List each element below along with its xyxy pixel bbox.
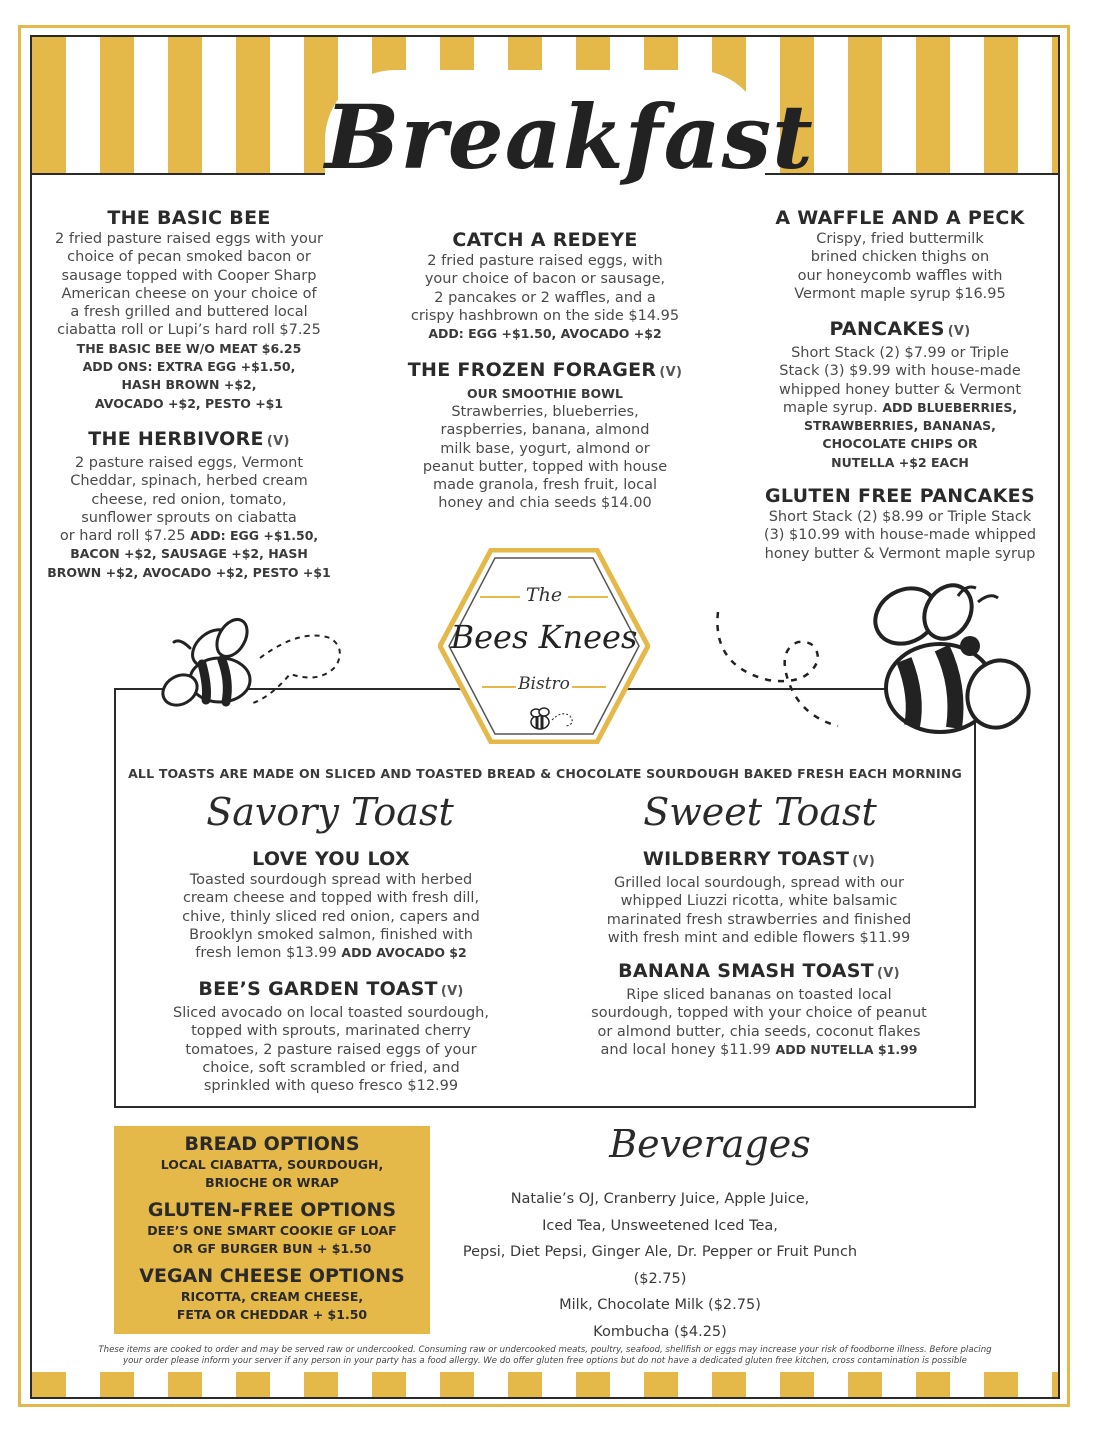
- desc-line: sprinkled with queso fresco $12.99: [203, 1078, 459, 1095]
- desc-line: a fresh grilled and buttered local: [70, 304, 308, 321]
- addon-line: AVOCADO +$2, PESTO +$1: [94, 395, 284, 411]
- desc-line: marinated fresh strawberries and finished: [606, 911, 912, 928]
- addon-line: NUTELLA +$2 EACH: [831, 454, 969, 470]
- item-catch-a-redeye: [392, 228, 698, 343]
- desc-line: 2 pancakes or 2 waffles, and a: [434, 289, 656, 306]
- desc-line: Cheddar, spinach, herbed cream: [70, 473, 308, 490]
- item-name: [748, 317, 1052, 344]
- addon-line: CHOCOLATE CHIPS OR: [822, 436, 978, 452]
- item-name: LOVE YOU LOX: [252, 848, 410, 870]
- desc-line: whipped honey butter & Vermont: [778, 381, 1022, 398]
- toast-note: ALL TOASTS ARE MADE ON SLICED AND TOASTED BREAD & CHOCOLATE SOURDOUGH BAKED FRESH EACH MORNING: [128, 766, 962, 781]
- desc-line: peanut butter, topped with house: [422, 458, 668, 475]
- addon-line: HASH BROWN +$2,: [121, 377, 257, 393]
- desc-line: Crispy, fried buttermilk: [816, 231, 984, 247]
- item-gluten-free-pancakes: [738, 484, 1062, 563]
- desc-line: brined chicken thighs on: [810, 249, 990, 266]
- vegan-cheese-options-line: RICOTTA, CREAM CHEESE,: [180, 1289, 364, 1304]
- item-addons: [392, 325, 698, 343]
- desc-line: Short Stack (2) $7.99 or Triple: [791, 345, 1009, 361]
- item-name-text: BEE’S GARDEN TOAST: [198, 978, 438, 1000]
- bees-knees-logo: [438, 548, 650, 744]
- item-name: A WAFFLE AND A PECK: [775, 207, 1025, 229]
- desc-line: honey and chia seeds $14.00: [438, 495, 652, 512]
- item-name: [38, 427, 340, 454]
- desc-line: 2 fried pasture raised eggs, with: [427, 253, 663, 269]
- addon-line: STRAWBERRIES, BANANAS,: [804, 418, 996, 434]
- desc-line: sausage topped with Cooper Sharp: [61, 267, 317, 284]
- desc-line: [38, 527, 340, 545]
- addon-line: ADD ONS: EXTRA EGG +$1.50,: [82, 359, 296, 375]
- item-name-text: BANANA SMASH TOAST: [618, 960, 874, 982]
- gluten-free-options-line: OR GF BURGER BUN + $1.50: [172, 1241, 372, 1256]
- desc-line: Sliced avocado on local toasted sourdough,: [173, 1005, 489, 1021]
- item-name-text: THE HERBIVORE: [88, 428, 264, 450]
- logo-name: Bees Knees: [450, 618, 638, 656]
- desc-line: sunflower sprouts on ciabatta: [81, 509, 297, 526]
- addon-inline: ADD NUTELLA $1.99: [775, 1041, 918, 1057]
- addon-inline: ADD AVOCADO $2: [341, 945, 467, 961]
- item-addons: [38, 545, 340, 582]
- desc-line: cream cheese and topped with fresh dill,: [182, 890, 480, 907]
- desc-line: Toasted sourdough spread with herbed: [189, 872, 473, 888]
- item-name: GLUTEN FREE PANCAKES: [765, 485, 1035, 507]
- item-description: [392, 403, 698, 513]
- desc-text: maple syrup.: [782, 399, 878, 416]
- vegetarian-badge: (V): [440, 984, 464, 999]
- addon-line: BACON +$2, SAUSAGE +$2, HASH: [70, 546, 308, 562]
- vegetarian-badge: (V): [877, 966, 900, 981]
- desc-line: American cheese on your choice of: [61, 285, 317, 302]
- vegetarian-badge: (V): [947, 324, 971, 339]
- bread-options-line: BRIOCHE OR WRAP: [205, 1175, 339, 1190]
- desc-line: 2 fried pasture raised eggs with your: [55, 231, 323, 247]
- addon-inline: ADD BLUEBERRIES,: [882, 399, 1018, 415]
- item-description: [38, 230, 340, 340]
- desc-line: Ripe sliced bananas on toasted local: [626, 987, 892, 1003]
- desc-text: and local honey $11.99: [600, 1041, 771, 1058]
- item-description: [748, 230, 1052, 303]
- desc-line: 2 pasture raised eggs, Vermont: [74, 455, 304, 471]
- item-name: [140, 977, 522, 1004]
- desc-line: crispy hashbrown on the side $14.95: [410, 307, 680, 324]
- desc-line: [748, 399, 1052, 417]
- bread-options-heading: BREAD OPTIONS: [184, 1133, 360, 1155]
- food-safety-disclaimer: [55, 1345, 1035, 1367]
- beverage-line: Milk, Chocolate Milk ($2.75): [559, 1297, 761, 1313]
- addon-inline: ADD: EGG +$1.50,: [190, 528, 319, 544]
- desc-text: or hard roll $7.25: [59, 528, 186, 545]
- item-description: [738, 508, 1062, 563]
- desc-line: (3) $10.99 with house-made whipped: [763, 527, 1037, 544]
- desc-line: milk base, yogurt, almond or: [440, 440, 650, 457]
- desc-line: Stack (3) $9.99 with house-made: [779, 363, 1021, 380]
- item-name-text: WILDBERRY TOAST: [642, 848, 850, 870]
- beverages-heading: Beverages: [609, 1122, 811, 1166]
- desc-line: ciabatta roll or Lupi’s hard roll $7.25: [57, 322, 321, 339]
- item-herbivore: [38, 427, 340, 582]
- desc-line: or almond butter, chia seeds, coconut flakes: [597, 1023, 921, 1040]
- item-description: [38, 454, 340, 545]
- desc-text: fresh lemon $13.99: [195, 945, 337, 962]
- desc-line: with fresh mint and edible flowers $11.99: [607, 929, 911, 946]
- vegan-cheese-options-line: FETA OR CHEDDAR + $1.50: [176, 1307, 368, 1322]
- vegetarian-badge: (V): [852, 854, 876, 869]
- desc-line: choice of pecan smoked bacon or: [67, 249, 311, 266]
- item-banana-smash-toast: [564, 959, 954, 1059]
- gluten-free-options-heading: GLUTEN-FREE OPTIONS: [147, 1199, 397, 1221]
- item-waffle-and-peck: [748, 206, 1052, 303]
- desc-line: Short Stack (2) $8.99 or Triple Stack: [768, 509, 1032, 525]
- beverage-line: Iced Tea, Unsweetened Iced Tea,: [542, 1217, 778, 1234]
- beverage-line: Natalie’s OJ, Cranberry Juice, Apple Juice,: [510, 1191, 810, 1207]
- desc-line: whipped Liuzzi ricotta, white balsamic: [620, 893, 898, 910]
- menu-title: Breakfast: [325, 85, 814, 189]
- addon-line: THE BASIC BEE W/O MEAT $6.25: [76, 340, 302, 356]
- item-description: [150, 871, 512, 962]
- desc-line: our honeycomb waffles with: [797, 267, 1003, 284]
- item-description: [564, 986, 954, 1059]
- desc-line: raspberries, banana, almond: [440, 422, 650, 439]
- item-name: [564, 959, 954, 986]
- bee-left-icon: [150, 608, 350, 718]
- desc-line: Brooklyn smoked salmon, finished with: [189, 926, 473, 943]
- item-name-text: PANCAKES: [829, 318, 945, 340]
- item-wildberry-toast: [574, 847, 944, 947]
- beverage-line: Pepsi, Diet Pepsi, Ginger Ale, Dr. Pepper or Fruit Punch ($2.75): [462, 1244, 858, 1287]
- addon-line: BROWN +$2, AVOCADO +$2, PESTO +$1: [47, 564, 331, 580]
- desc-line: choice, soft scrambled or fried, and: [202, 1059, 460, 1076]
- desc-line: Strawberries, blueberries,: [451, 404, 639, 420]
- sweet-toast-heading: Sweet Toast: [643, 790, 877, 834]
- bread-options-line: LOCAL CIABATTA, SOURDOUGH,: [160, 1157, 384, 1172]
- item-name: THE BASIC BEE: [107, 207, 271, 229]
- item-description: [748, 344, 1052, 417]
- addon-line: ADD: EGG +$1.50, AVOCADO +$2: [428, 326, 662, 342]
- bee-right-icon: [708, 576, 1038, 756]
- vegetarian-badge: (V): [659, 365, 683, 380]
- item-name: [392, 358, 698, 385]
- logo-the: The: [525, 584, 563, 606]
- disclaimer-line: These items are cooked to order and may be served raw or undercooked. Consuming raw or undercooked meats, poultry, seafood, shellfish or eggs may increase your risk of foodborne illness. Before placing: [98, 1345, 992, 1355]
- desc-line: topped with sprouts, marinated cherry: [191, 1023, 471, 1040]
- desc-line: sourdough, topped with your choice of peanut: [591, 1005, 927, 1022]
- desc-line: [564, 1041, 954, 1059]
- item-name: CATCH A REDEYE: [452, 229, 638, 251]
- desc-line: [150, 944, 512, 962]
- item-addons: [748, 417, 1052, 472]
- item-subtitle: OUR SMOOTHIE BOWL: [467, 386, 623, 401]
- logo-bistro: Bistro: [518, 674, 570, 694]
- item-description: [392, 252, 698, 325]
- item-pancakes: [748, 317, 1052, 472]
- item-name: [574, 847, 944, 874]
- desc-line: tomatoes, 2 pasture raised eggs of your: [185, 1041, 477, 1058]
- item-description: [574, 874, 944, 947]
- item-bees-garden-toast: [140, 977, 522, 1095]
- item-frozen-forager: [392, 358, 698, 513]
- beverage-line: Kombucha ($4.25): [593, 1323, 727, 1340]
- desc-line: your choice of bacon or sausage,: [424, 271, 666, 288]
- item-name-text: THE FROZEN FORAGER: [407, 359, 657, 381]
- disclaimer-line: your order please inform your server if any person in your party has a food allergy. We do offer gluten free options but do not have a dedicated gluten free kitchen, cross contamination is possible: [123, 1356, 967, 1366]
- desc-line: made granola, fresh fruit, local: [433, 477, 657, 494]
- item-description: [140, 1004, 522, 1095]
- item-basic-bee: [38, 206, 340, 413]
- savory-toast-heading: Savory Toast: [206, 790, 454, 834]
- bread-options-box: [114, 1126, 430, 1334]
- item-addons: [38, 340, 340, 413]
- desc-line: honey butter & Vermont maple syrup: [764, 545, 1036, 562]
- beverages-list: [440, 1186, 880, 1345]
- desc-line: cheese, red onion, tomato,: [91, 491, 287, 508]
- gluten-free-options-line: DEE’S ONE SMART COOKIE GF LOAF: [147, 1223, 397, 1238]
- desc-line: Vermont maple syrup $16.95: [794, 285, 1006, 302]
- vegetarian-badge: (V): [266, 434, 290, 449]
- item-love-you-lox: [150, 847, 512, 962]
- vegan-cheese-options-heading: VEGAN CHEESE OPTIONS: [139, 1265, 405, 1287]
- small-bee-icon: [526, 704, 586, 734]
- desc-line: Grilled local sourdough, spread with our: [613, 875, 905, 891]
- desc-line: chive, thinly sliced red onion, capers and: [182, 908, 480, 925]
